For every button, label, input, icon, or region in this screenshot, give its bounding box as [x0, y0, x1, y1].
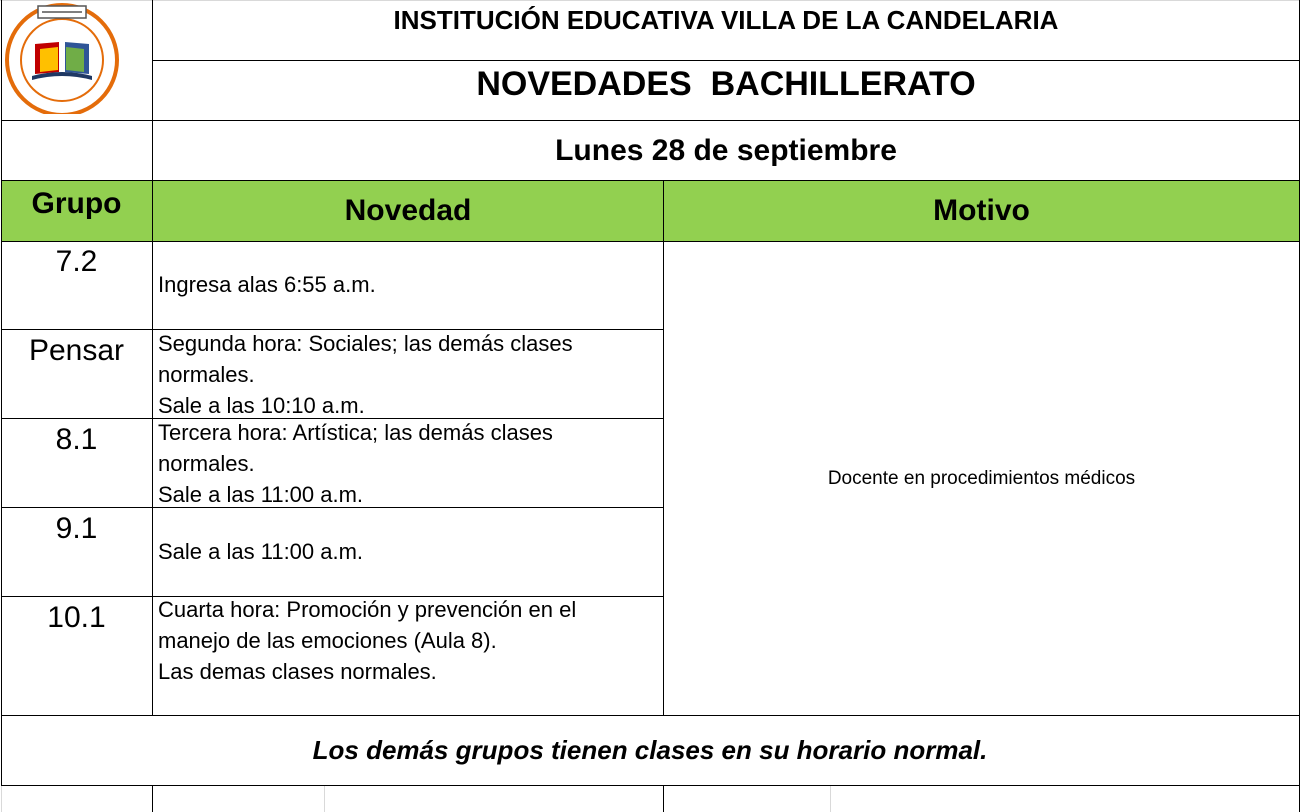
group-cell: 9.1 [55, 512, 98, 545]
novelty-line: Cuarta hora: Promoción y prevención en el [158, 597, 577, 622]
cell-border [1, 120, 1300, 121]
cell-border [1, 715, 1300, 716]
novelty-line: Sale a las 11:00 a.m. [158, 539, 364, 564]
cell-border [1, 180, 1300, 181]
report-date: Lunes 28 de septiembre [555, 134, 897, 167]
cell-border [1, 0, 2, 786]
cell-border [663, 181, 664, 716]
column-header-reason: Motivo [933, 194, 1030, 227]
group-cell: 8.1 [55, 423, 98, 456]
gridline [324, 786, 325, 812]
column-header-group: Grupo [31, 187, 122, 220]
novelty-line: normales. [158, 451, 255, 476]
school-logo [2, 2, 122, 114]
group-cell: 7.2 [55, 245, 98, 278]
novelty-line: normales. [158, 362, 255, 387]
cell-border [152, 786, 153, 812]
school-name: INSTITUCIÓN EDUCATIVA VILLA DE LA CANDELARIA [393, 4, 1059, 35]
footer-note: Los demás grupos tienen clases en su horario normal. [312, 735, 988, 765]
novelty-line: Sale a las 10:10 a.m. [158, 393, 365, 418]
novelty-line: Sale a las 11:00 a.m. [158, 482, 364, 507]
cell-border [1, 596, 664, 597]
cell-border [1, 329, 664, 330]
novelty-line: Tercera hora: Artística; las demás clases [158, 420, 553, 445]
column-header-novelty: Novedad [344, 194, 472, 227]
novelty-line: Segunda hora: Sociales; las demás clases [158, 331, 573, 356]
cell-border [152, 60, 1300, 61]
group-cell: 10.1 [47, 601, 106, 634]
cell-border [1, 418, 664, 419]
cell-border [152, 0, 153, 716]
cell-border [1, 785, 1300, 786]
cell-border [663, 786, 664, 812]
cell-border [1, 507, 664, 508]
gridline [1, 786, 2, 812]
group-cell: Pensar [28, 334, 125, 367]
page-title: NOVEDADES BACHILLERATO [476, 64, 976, 103]
reason-cell: Docente en procedimientos médicos [827, 467, 1136, 489]
novelty-line: manejo de las emociones (Aula 8). [158, 628, 497, 653]
gridline [0, 0, 1300, 1]
novelty-line: Las demas clases normales. [158, 659, 437, 684]
novelty-line: Ingresa alas 6:55 a.m. [158, 272, 376, 297]
gridline [830, 786, 831, 812]
cell-border [1, 241, 1300, 242]
